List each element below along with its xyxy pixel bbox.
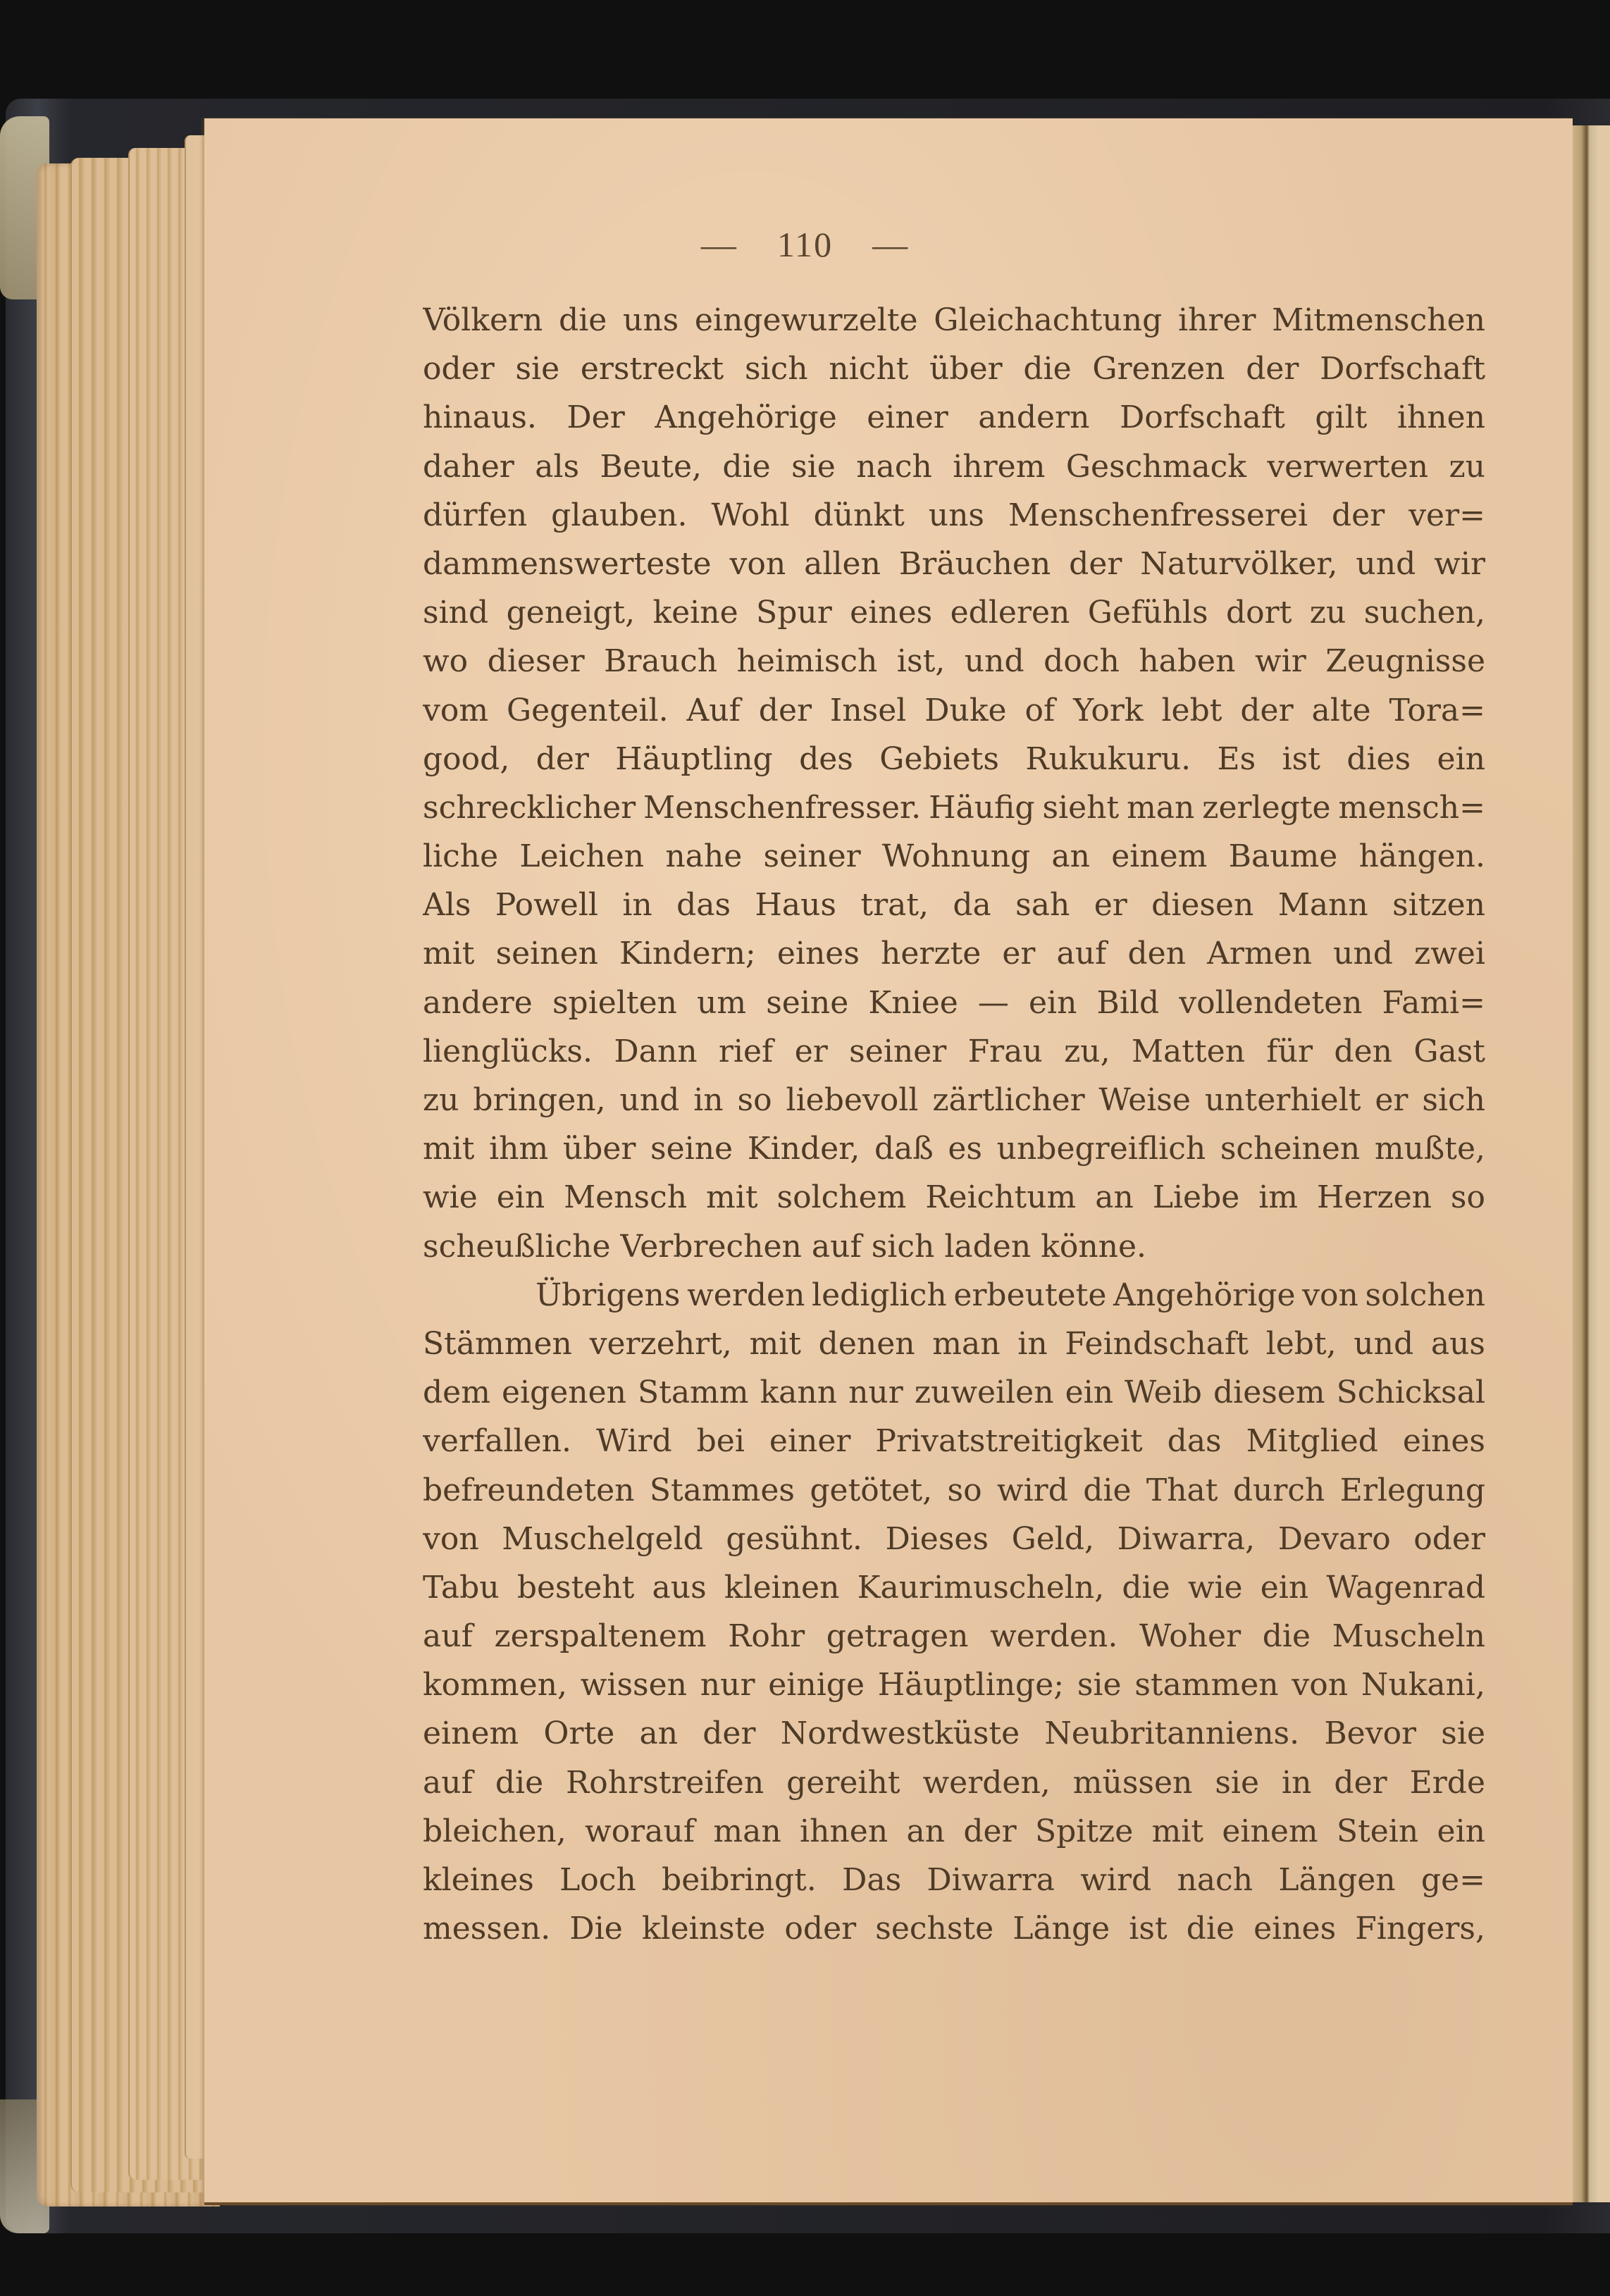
text-line: daher als Beute, die sie nach ihrem Geschmack verwerten zu bbox=[423, 448, 1485, 485]
text-line: von Muschelgeld gesühnt. Dieses Geld, Diwarra, Devaro oder bbox=[423, 1520, 1485, 1557]
text-line: dürfen glauben. Wohl dünkt uns Menschenfresserei der ver= bbox=[423, 497, 1485, 533]
text-line: wo dieser Brauch heimisch ist, und doch haben wir Zeugnisse bbox=[423, 643, 1485, 680]
text-line: wie ein Mensch mit solchem Reichtum an Liebe im Herzen so bbox=[423, 1179, 1485, 1216]
text-line: einem Orte an der Nordwestküste Neubritanniens. Bevor sie bbox=[423, 1715, 1485, 1752]
text-line: Tabu besteht aus kleinen Kaurimuscheln, die wie ein Wagenrad bbox=[423, 1569, 1485, 1606]
text-line: dem eigenen Stamm kann nur zuweilen ein Weib diesem Schicksal bbox=[423, 1375, 1485, 1411]
text-line: andere spielten um seine Kniee — ein Bild vollendeten Fami= bbox=[423, 984, 1485, 1021]
text-line: befreundeten Stammes getötet, so wird die That durch Erlegung bbox=[423, 1472, 1485, 1508]
text-line: Völkern die uns eingewurzelte Gleichachtung ihrer Mitmenschen bbox=[423, 302, 1485, 338]
text-line: dammenswerteste von allen Bräuchen der Naturvölker, und wir bbox=[423, 545, 1485, 582]
text-line: Als Powell in das Haus trat, da sah er diesen Mann sitzen bbox=[423, 887, 1485, 924]
spine-gutter bbox=[1573, 125, 1601, 2202]
page-number-value: 110 bbox=[776, 225, 834, 264]
text-line: good, der Häuptling des Gebiets Rukukuru. Es ist dies ein bbox=[423, 740, 1485, 777]
text-line: vom Gegenteil. Auf der Insel Duke of York lebt der alte Tora= bbox=[423, 692, 1485, 728]
text-line: sind geneigt, keine Spur eines edleren Gefühls dort zu suchen, bbox=[423, 595, 1485, 631]
text-line: liche Leichen nahe seiner Wohnung an einem Baume hängen. bbox=[423, 838, 1485, 875]
page-stack-edges bbox=[37, 163, 220, 2207]
text-line: mit seinen Kindern; eines herzte er auf den Armen und zwei bbox=[423, 936, 1485, 972]
text-line: bleichen, worauf man ihnen an der Spitze mit einem Stein ein bbox=[423, 1813, 1485, 1849]
paragraph-2 bbox=[423, 1271, 1485, 1954]
text-line: oder sie erstreckt sich nicht über die Grenzen der Dorfschaft bbox=[423, 351, 1485, 387]
body-text bbox=[423, 296, 1485, 1953]
text-line: auf zerspaltenem Rohr getragen werden. Woher die Muscheln bbox=[423, 1618, 1485, 1655]
text-line: scheußliche Verbrechen auf sich laden könne. bbox=[423, 1228, 1147, 1265]
text-line: verfallen. Wird bei einer Privatstreitigkeit das Mitglied eines bbox=[423, 1423, 1485, 1460]
text-line: messen. Die kleinste oder sechste Länge ist die eines Fingers, bbox=[423, 1911, 1485, 1947]
text-line: kommen, wissen nur einige Häuptlinge; sie stammen von Nukani, bbox=[423, 1667, 1485, 1704]
text-line: kleines Loch beibringt. Das Diwarra wird nach Längen ge= bbox=[423, 1862, 1485, 1898]
text-line: zu bringen, und in so liebevoll zärtlicher Weise unterhielt er sich bbox=[423, 1082, 1485, 1118]
page-number bbox=[0, 224, 1610, 265]
text-line: auf die Rohrstreifen gereiht werden, müssen sie in der Erde bbox=[423, 1764, 1485, 1801]
page-number-dash-right: — bbox=[872, 225, 910, 264]
text-line: hinaus. Der Angehörige einer andern Dorfschaft gilt ihnen bbox=[423, 399, 1485, 436]
text-line: lienglücks. Dann rief er seiner Frau zu, Matten für den Gast bbox=[423, 1033, 1485, 1069]
text-line: Übrigens werden lediglich erbeutete Angehörige von solchen bbox=[535, 1277, 1485, 1313]
facing-page-edge bbox=[1598, 125, 1610, 2202]
text-line: Stämmen verzehrt, mit denen man in Feindschaft lebt, und aus bbox=[423, 1325, 1485, 1362]
page-number-dash-left: — bbox=[700, 225, 738, 264]
text-line: mit ihm über seine Kinder, daß es unbegreiflich scheinen mußte, bbox=[423, 1131, 1485, 1167]
paragraph-1 bbox=[423, 296, 1485, 1271]
text-line: schrecklicher Menschenfresser. Häufig sieht man zerlegte mensch= bbox=[423, 789, 1485, 826]
